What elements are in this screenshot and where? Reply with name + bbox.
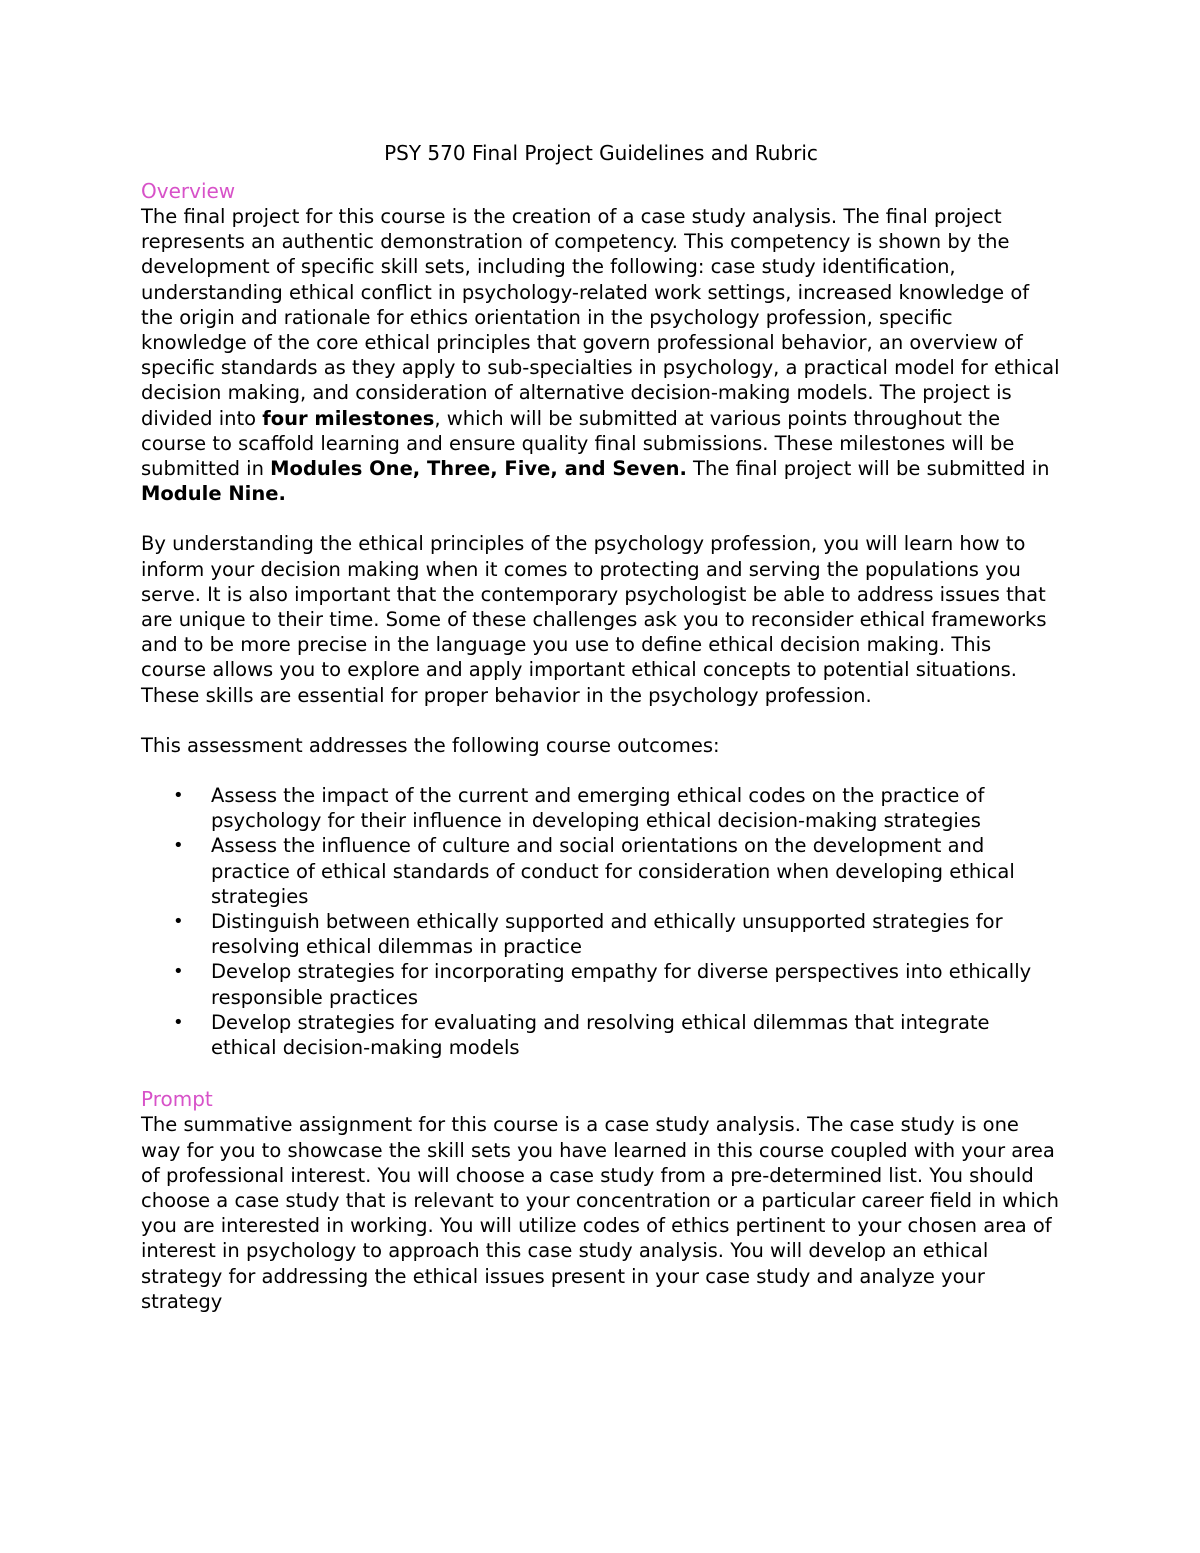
list-item: • Assess the impact of the current and emerging ethical codes on the practice of psychology for their influence in developing ethical decision-making strategies	[173, 784, 985, 833]
list-item: • Distinguish between ethically supported and ethically unsupported strategies for resolving ethical dilemmas in practice	[173, 910, 1003, 959]
bullet-icon: •	[173, 785, 184, 807]
document-title: PSY 570 Final Project Guidelines and Rubric	[384, 141, 818, 165]
outcomes-intro: This assessment addresses the following course outcomes:	[141, 733, 720, 757]
bullet-icon: •	[173, 835, 184, 857]
course-outcomes-list	[141, 783, 1061, 1060]
bullet-icon: •	[173, 961, 184, 983]
document-page	[141, 138, 1061, 1314]
list-item: • Assess the influence of culture and social orientations on the development and practice of ethical standards of conduct for consideration when developing ethical strategies	[173, 834, 1015, 908]
bullet-icon: •	[173, 1011, 184, 1033]
overview-paragraph-1: The final project for this course is the creation of a case study analysis. The final project represents an authentic demonstration of competency. This competency is shown by the development of specific skill sets, including the following: case study identification, understanding ethical conflict in psychology-related work settings, increased knowledge of the origin and rationale for ethics orientation in the psychology profession, specific knowledge of the core ethical principles that govern professional behavior, an overview of specific standards as they apply to sub-specialties in psychology, a practical model for ethical decision making, and consideration of alternative decision-making models. The project is divided into four milestones, which will be submitted at various points throughout the course to scaffold learning and ensure quality final submissions. These milestones will be submitted in Modules One, Three, Five, and Seven. The final project will be submitted in Module Nine.	[141, 205, 1060, 506]
prompt-heading: Prompt	[141, 1087, 213, 1112]
prompt-paragraph-1: The summative assignment for this course is a case study analysis. The case study is one way for you to showcase the skill sets you have learned in this course coupled with your area of professional interest. You will choose a case study from a pre-determined list. You should choose a case study that is relevant to your concentration or a particular career field in which you are interested in working. You will utilize codes of ethics pertinent to your chosen area of interest in psychology to approach this case study analysis. You will develop an ethical strategy for addressing the ethical issues present in your case study and analyze your strategy	[141, 1113, 1059, 1313]
overview-paragraph-2: By understanding the ethical principles of the psychology profession, you will learn how to inform your decision making when it comes to protecting and serving the populations you serve. It is also important that the contemporary psychologist be able to address issues that are unique to their time. Some of these challenges ask you to reconsider ethical frameworks and to be more precise in the language you use to define ethical decision making. This course allows you to explore and apply important ethical concepts to potential situations. These skills are essential for proper behavior in the psychology profession.	[141, 532, 1047, 707]
prompt-section	[141, 1086, 1061, 1314]
list-item: • Develop strategies for evaluating and resolving ethical dilemmas that integrate ethical decision-making models	[173, 1010, 990, 1060]
emphasis-module-nine: Module Nine.	[141, 482, 286, 506]
bullet-icon: •	[173, 911, 184, 933]
list-item: • Develop strategies for incorporating empathy for diverse perspectives into ethically responsible practices	[173, 960, 1032, 1009]
emphasis-modules: Modules One, Three, Five, and Seven.	[270, 457, 687, 481]
overview-heading: Overview	[141, 179, 236, 203]
emphasis-four-milestones: four milestones	[262, 406, 435, 430]
